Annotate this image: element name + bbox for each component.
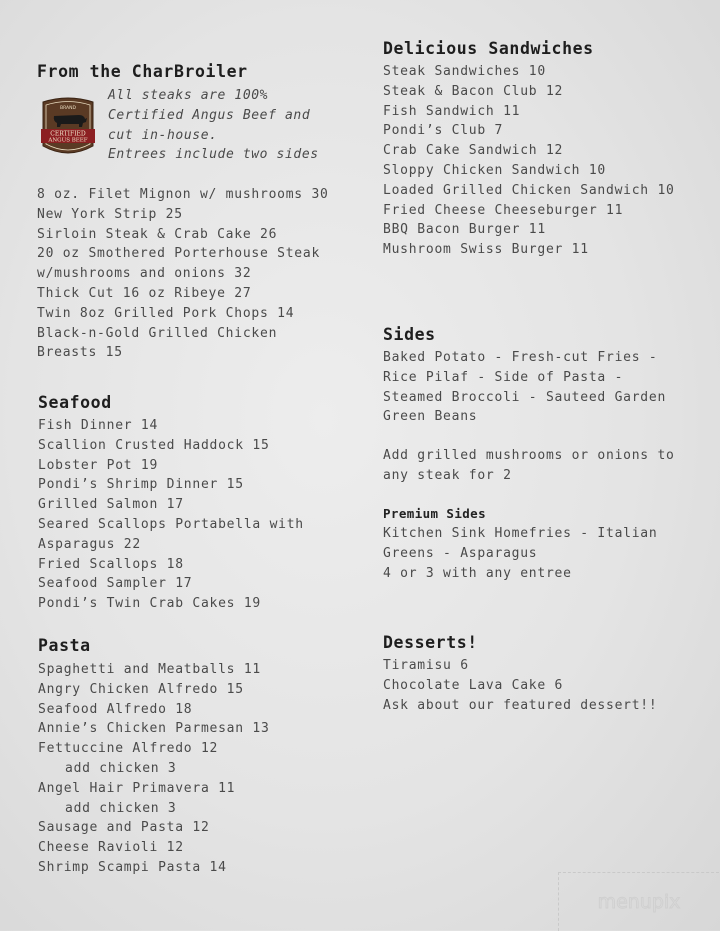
intro-line: cut in-house. (108, 127, 218, 143)
intro-line: Entrees include two sides (108, 147, 319, 163)
section-title-pasta: Pasta (38, 636, 91, 655)
menu-item: w/mushrooms and onions 32 (37, 266, 252, 282)
menu-item: Sausage and Pasta 12 (38, 820, 210, 836)
menu-item: Shrimp Scampi Pasta 14 (38, 859, 227, 875)
menupix-watermark (558, 872, 719, 931)
badge-certified-text: CERTIFIED (50, 130, 86, 138)
menu-item: Angel Hair Primavera 11 (38, 780, 236, 796)
menu-item: Fried Cheese Cheeseburger 11 (383, 202, 624, 218)
menu-item: BBQ Bacon Burger 11 (383, 222, 546, 238)
menu-item: Seafood Sampler 17 (38, 576, 193, 592)
menu-item: 8 oz. Filet Mignon w/ mushrooms 30 (37, 187, 329, 202)
menu-item: Steak Sandwiches 10 (383, 64, 546, 79)
section-title-sides: Sides (383, 325, 436, 344)
menu-item: Scallion Crusted Haddock 15 (38, 437, 270, 453)
badge-brand-text: BRAND (60, 106, 76, 111)
menu-item: Annie’s Chicken Parmesan 13 (38, 721, 270, 737)
menu-item: Angry Chicken Alfredo 15 (38, 681, 244, 697)
menu-item: New York Strip 25 (37, 206, 183, 222)
menu-item: Fettuccine Alfredo 12 (38, 741, 219, 757)
seafood-items (38, 416, 304, 614)
menu-item: Steak & Bacon Club 12 (383, 83, 564, 99)
menu-item: Mushroom Swiss Burger 11 (383, 242, 589, 258)
menu-item: Pondi’s Shrimp Dinner 15 (38, 477, 244, 493)
menu-item: Black-n-Gold Grilled Chicken (37, 325, 278, 341)
menu-item: Ask about our featured dessert!! (383, 697, 658, 713)
menu-item: Seared Scallops Portabella with (38, 516, 304, 532)
menu-item: Steamed Broccoli - Sauteed Garden (383, 389, 667, 405)
charbroiler-items (37, 185, 329, 363)
menu-item-addon: add chicken 3 (65, 800, 177, 816)
menu-item-addon: add chicken 3 (65, 760, 177, 776)
menu-item: Cheese Ravioli 12 (38, 840, 184, 856)
menu-item: Pondi’s Twin Crab Cakes 19 (38, 596, 261, 612)
menu-item: Crab Cake Sandwich 12 (383, 143, 564, 159)
sides-items (383, 348, 666, 427)
intro-line: All steaks are 100% (108, 88, 269, 103)
menu-item: Green Beans (383, 409, 478, 425)
menu-item: Fish Dinner 14 (38, 418, 159, 433)
sandwich-items (383, 62, 675, 260)
menu-item: Fried Scallops 18 (38, 556, 184, 572)
menu-item: Sloppy Chicken Sandwich 10 (383, 162, 606, 178)
certified-angus-beef-logo (39, 96, 97, 158)
menu-item: Grilled Salmon 17 (38, 497, 184, 513)
intro-line: Certified Angus Beef and (108, 107, 311, 123)
menu-item: Spaghetti and Meatballs 11 (38, 662, 261, 677)
menu-item: Twin 8oz Grilled Pork Chops 14 (37, 305, 295, 321)
menu-item: Kitchen Sink Homefries - Italian (383, 526, 658, 541)
menu-item: Rice Pilaf - Side of Pasta - (383, 369, 624, 385)
section-title-charbroiler: From the CharBroiler (37, 62, 248, 81)
menu-item: Baked Potato - Fresh-cut Fries - (383, 350, 658, 365)
menu-item: Breasts 15 (37, 345, 123, 361)
menu-item: Loaded Grilled Chicken Sandwich 10 (383, 182, 675, 198)
menu-item: Thick Cut 16 oz Ribeye 27 (37, 285, 252, 301)
menu-item: Tiramisu 6 (383, 658, 469, 673)
premium-sides-title: Premium Sides (383, 506, 487, 521)
section-title-seafood: Seafood (38, 393, 112, 412)
menu-item: Sirloin Steak & Crab Cake 26 (37, 226, 278, 242)
watermark-text: menupix (597, 891, 681, 913)
menu-item: Lobster Pot 19 (38, 457, 159, 473)
dessert-items (383, 656, 657, 715)
charbroiler-intro (108, 86, 319, 165)
section-title-desserts: Desserts! (383, 633, 478, 652)
menu-item: Greens - Asparagus (383, 545, 538, 561)
menu-item: 20 oz Smothered Porterhouse Steak (37, 246, 321, 262)
menu-item: 4 or 3 with any entree (383, 565, 572, 581)
pasta-items (38, 660, 270, 878)
section-title-sandwiches: Delicious Sandwiches (383, 39, 594, 58)
addon-line: any steak for 2 (383, 467, 512, 483)
sides-addon-note (383, 446, 675, 486)
addon-line: Add grilled mushrooms or onions to (383, 448, 675, 463)
premium-sides-items (383, 524, 657, 583)
menu-item: Asparagus 22 (38, 536, 141, 552)
menu-item: Chocolate Lava Cake 6 (383, 677, 564, 693)
badge-angus-text: ANGUS BEEF (48, 137, 88, 144)
menu-item: Seafood Alfredo 18 (38, 701, 193, 717)
menu-item: Pondi’s Club 7 (383, 123, 504, 139)
menu-item: Fish Sandwich 11 (383, 103, 521, 119)
